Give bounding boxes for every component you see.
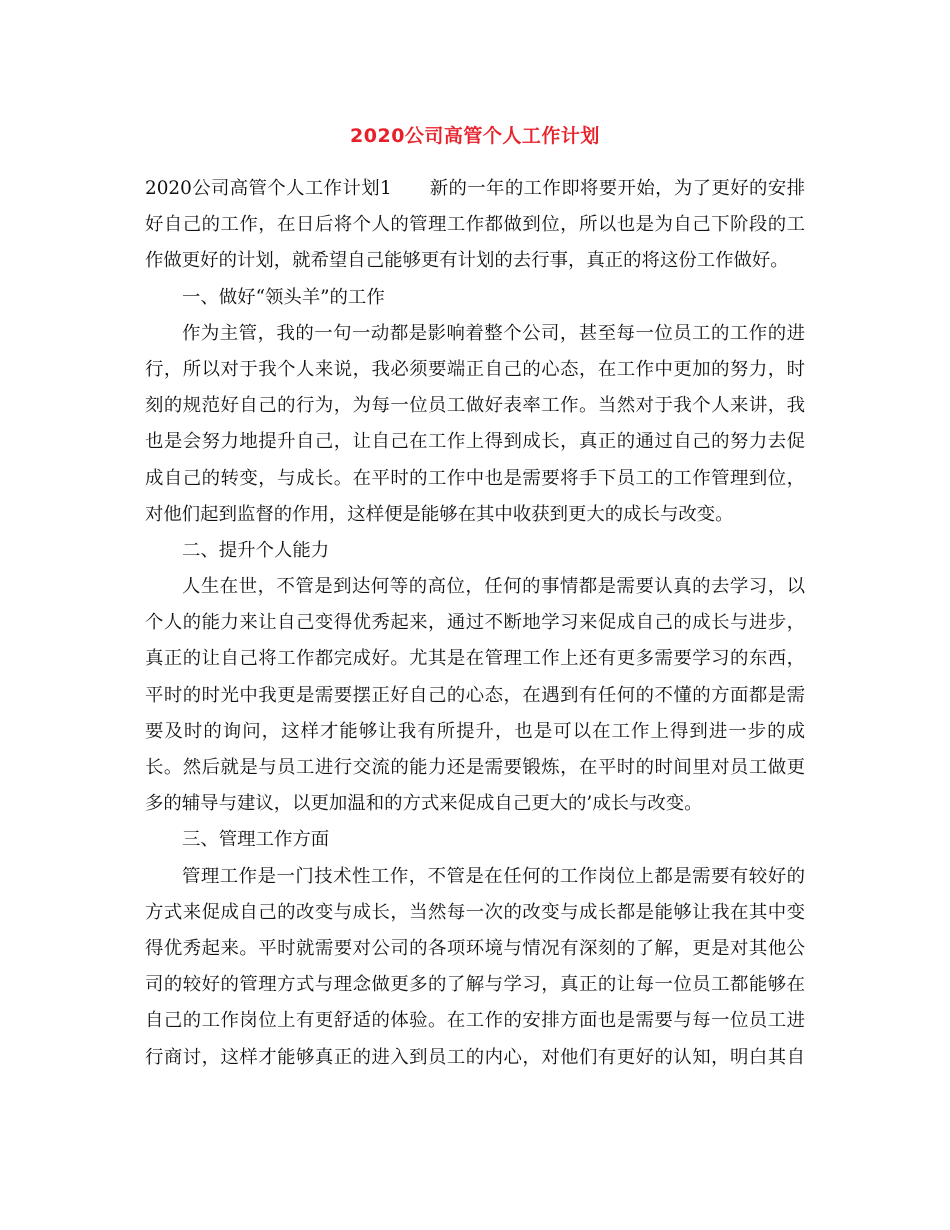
paragraph-line: 好自己的工作，在日后将个人的管理工作都做到位，所以也是为自己下阶段的工: [145, 214, 805, 236]
document-body: [145, 171, 805, 1076]
paragraph-line: 得优秀起来。平时就需要对公司的各项环境与情况有深刻的了解，更是对其他公: [145, 937, 805, 959]
document-title: 2020公司高管个人工作计划: [350, 125, 600, 147]
paragraph-line: 刻的规范好自己的行为，为每一位员工做好表率工作。当然对于我个人来讲，我: [145, 395, 805, 417]
paragraph-line: 自己的工作岗位上有更舒适的体验。在工作的安排方面也是需要与每一位员工进: [145, 1010, 805, 1032]
paragraph-line: 个人的能力来让自己变得优秀起来，通过不断地学习来促成自己的成长与进步，: [145, 612, 805, 634]
paragraph-line: 司的较好的管理方式与理念做更多的了解与学习，真正的让每一位员工都能够在: [145, 974, 805, 996]
section-heading-1: 一、做好“领头羊”的工作: [182, 286, 385, 308]
paragraph-line: 行，所以对于我个人来说，我必须要端正自己的心态，在工作中更加的努力，时: [145, 358, 805, 380]
paragraph-line: 人生在世，不管是到达何等的高位，任何的事情都是需要认真的去学习，以: [182, 576, 805, 598]
paragraph-line: 对他们起到监督的作用，这样便是能够在其中收获到更大的成长与改变。: [145, 503, 734, 525]
paragraph-line: 方式来促成自己的改变与成长，当然每一次的改变与成长都是能够让我在其中变: [145, 901, 805, 923]
paragraph-line: 作为主管，我的一句一动都是影响着整个公司，甚至每一位员工的工作的进: [182, 322, 805, 344]
paragraph-line: 要及时的询问，这样才能够让我有所提升，也是可以在工作上得到进一步的成: [145, 720, 805, 742]
section-heading-3: 三、管理工作方面: [182, 829, 330, 851]
paragraph-line: 也是会努力地提升自己，让自己在工作上得到成长，真正的通过自己的努力去促: [145, 431, 805, 453]
paragraph-line: 真正的让自己将工作都完成好。尤其是在管理工作上还有更多需要学习的东西，: [145, 648, 805, 670]
paragraph-line: 行商讨，这样才能够真正的进入到员工的内心，对他们有更好的认知，明白其自: [145, 1046, 805, 1068]
section-heading-2: 二、提升个人能力: [182, 539, 330, 561]
paragraph-line: 成自己的转变，与成长。在平时的工作中也是需要将手下员工的工作管理到位，: [145, 467, 805, 489]
paragraph-line: 平时的时光中我更是需要摆正好自己的心态，在遇到有任何的不懂的方面都是需: [145, 684, 805, 706]
paragraph-line: 长。然后就是与员工进行交流的能力还是需要锻炼，在平时的时间里对员工做更: [145, 757, 805, 778]
paragraph-line: 2020公司高管个人工作计划1 新的一年的工作即将要开始，为了更好的安排: [145, 178, 805, 199]
paragraph-line: 管理工作是一门技术性工作，不管是在任何的工作岗位上都是需要有较好的: [182, 865, 805, 887]
paragraph-line: 多的辅导与建议，以更加温和的方式来促成自己更大的’成长与改变。: [145, 793, 703, 815]
paragraph-line: 作做更好的计划，就希望自己能够更有计划的去行事，真正的将这份工作做好。: [145, 250, 789, 272]
